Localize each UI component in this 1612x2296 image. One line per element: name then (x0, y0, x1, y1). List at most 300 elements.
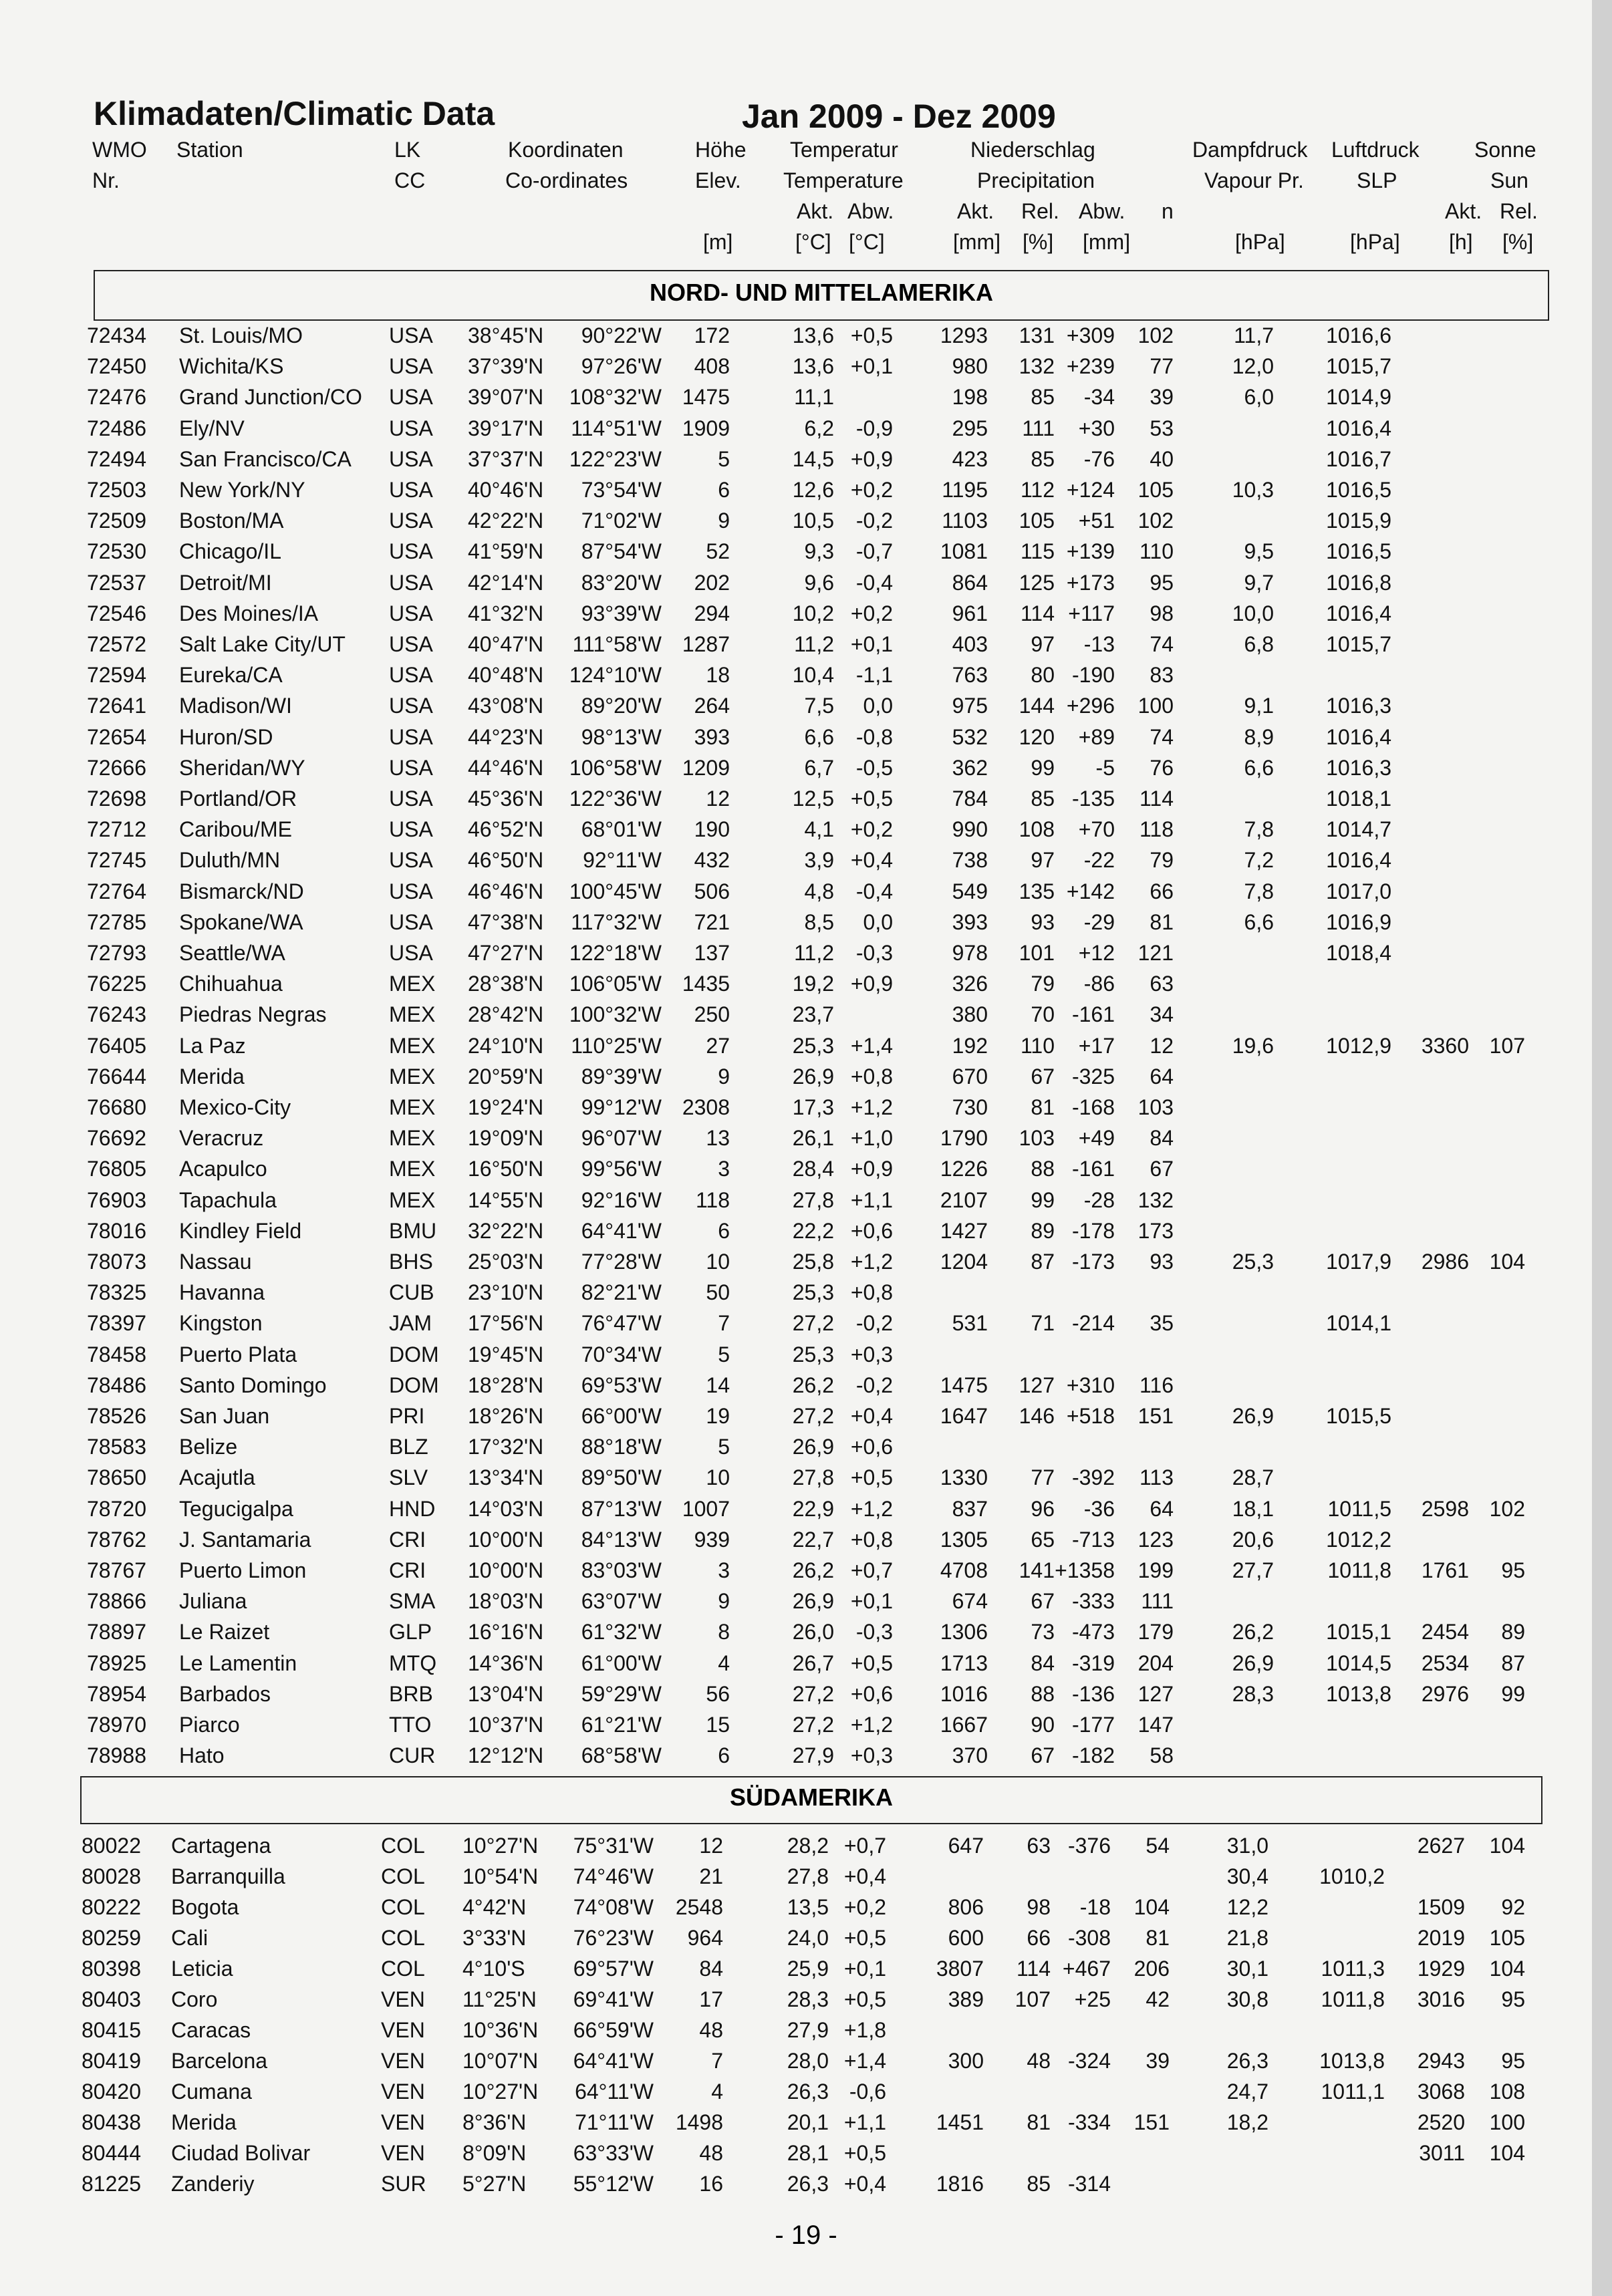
cell-prec-akt: 1790 (940, 1126, 988, 1151)
cell-prec-abw: +117 (1068, 601, 1115, 625)
cell-latitude: 45°36'N (468, 786, 544, 811)
cell-prec-n: 77 (1150, 354, 1174, 379)
cell-prec-rel: 135 (1019, 879, 1055, 903)
header-sun-akt: Akt. (1445, 199, 1482, 223)
cell-prec-akt: 393 (952, 909, 988, 934)
header-vap1: Dampfdruck (1192, 138, 1308, 162)
cell-temp-akt: 26,7 (792, 1651, 834, 1675)
cell-latitude: 10°00'N (468, 1558, 544, 1582)
cell-temp-akt: 17,3 (792, 1095, 834, 1119)
cell-wmo: 72594 (87, 663, 146, 688)
cell-temp-abw: +0,1 (850, 632, 893, 656)
cell-prec-rel: 97 (1031, 632, 1055, 656)
cell-sun-rel: 100 (1489, 2110, 1525, 2134)
cell-prec-akt: 763 (952, 663, 988, 688)
cell-sun-rel: 107 (1489, 1033, 1525, 1058)
cell-elevation: 6 (718, 1743, 730, 1768)
cell-sun-rel: 104 (1489, 2141, 1525, 2165)
cell-station: Barranquilla (171, 1864, 285, 1888)
cell-prec-abw: -5 (1095, 755, 1115, 780)
cell-latitude: 20°59'N (468, 1064, 544, 1089)
cell-slp: 1016,5 (1326, 539, 1391, 564)
cell-station: Seattle/WA (179, 941, 285, 965)
cell-wmo: 80398 (82, 1957, 141, 1981)
cell-sun-akt: 1929 (1417, 1957, 1465, 1981)
cell-wmo: 76405 (87, 1033, 146, 1058)
cell-station: Sheridan/WY (179, 755, 305, 780)
header-wmo2: Nr. (92, 168, 120, 192)
cell-prec-rel: 87 (1031, 1250, 1055, 1274)
cell-station: Wichita/KS (179, 354, 284, 379)
cell-station: Puerto Limon (179, 1558, 307, 1582)
cell-country: DOM (389, 1373, 439, 1397)
cell-elevation: 56 (706, 1681, 730, 1706)
cell-latitude: 44°46'N (468, 755, 544, 780)
cell-elevation: 21 (699, 1864, 723, 1888)
cell-temp-akt: 9,3 (804, 539, 834, 564)
cell-longitude: 64°41'W (581, 1218, 662, 1243)
cell-temp-abw: +0,7 (843, 1834, 886, 1858)
cell-vapour-pressure: 6,6 (1244, 909, 1274, 934)
cell-prec-akt: 1816 (936, 2172, 984, 2196)
cell-longitude: 71°11'W (575, 2110, 654, 2134)
cell-prec-rel: 103 (1019, 1126, 1055, 1151)
cell-latitude: 14°03'N (468, 1496, 544, 1521)
cell-sun-akt: 1761 (1421, 1558, 1469, 1582)
cell-latitude: 10°27'N (462, 2079, 539, 2104)
cell-latitude: 10°36'N (462, 2018, 539, 2042)
cell-elevation: 13 (706, 1126, 730, 1151)
cell-longitude: 92°16'W (581, 1187, 662, 1212)
cell-longitude: 64°11'W (575, 2079, 654, 2104)
cell-prec-abw: -314 (1067, 2172, 1111, 2196)
cell-latitude: 12°12'N (468, 1743, 544, 1768)
cell-elevation: 9 (718, 1589, 730, 1614)
cell-temp-abw: +0,9 (850, 1157, 893, 1181)
cell-prec-rel: 81 (1027, 2110, 1051, 2134)
cell-slp: 1016,4 (1326, 601, 1391, 625)
cell-prec-abw: -22 (1083, 848, 1115, 873)
cell-prec-rel: 63 (1027, 1834, 1051, 1858)
cell-country: BRB (389, 1681, 433, 1706)
cell-country: USA (389, 478, 433, 502)
header-temp-abw: Abw. (847, 199, 894, 223)
cell-prec-abw: -161 (1071, 1002, 1115, 1027)
cell-longitude: 110°25'W (571, 1033, 662, 1058)
cell-temp-akt: 28,2 (787, 1834, 829, 1858)
cell-prec-abw: +89 (1078, 724, 1115, 749)
cell-temp-abw: +0,9 (850, 972, 893, 996)
cell-longitude: 87°54'W (581, 539, 662, 564)
cell-wmo: 78866 (87, 1589, 146, 1614)
cell-station: Caracas (171, 2018, 251, 2042)
cell-prec-n: 40 (1150, 446, 1174, 471)
cell-temp-abw: -1,1 (855, 663, 893, 688)
cell-prec-rel: 71 (1031, 1311, 1055, 1336)
cell-vapour-pressure: 28,7 (1232, 1465, 1274, 1490)
cell-prec-akt: 549 (952, 879, 988, 903)
cell-latitude: 8°36'N (462, 2110, 527, 2134)
cell-wmo: 72745 (87, 848, 146, 873)
cell-station: Bismarck/ND (179, 879, 304, 903)
cell-prec-n: 102 (1137, 509, 1174, 533)
cell-slp: 1011,8 (1327, 1558, 1391, 1582)
cell-slp: 1016,7 (1326, 446, 1391, 471)
cell-wmo: 80420 (82, 2079, 141, 2104)
cell-prec-abw: -334 (1067, 2110, 1111, 2134)
header-temp2: Temperature (783, 168, 904, 192)
cell-elevation: 408 (694, 354, 730, 379)
cell-slp: 1012,2 (1326, 1527, 1391, 1552)
cell-temp-akt: 10,2 (792, 601, 834, 625)
cell-station: Mexico-City (179, 1095, 291, 1119)
cell-country: VEN (381, 1987, 425, 2011)
cell-latitude: 16°50'N (468, 1157, 544, 1181)
cell-elevation: 294 (694, 601, 730, 625)
cell-elevation: 10 (706, 1250, 730, 1274)
cell-prec-rel: 146 (1019, 1404, 1055, 1428)
cell-temp-abw: +0,1 (850, 354, 893, 379)
cell-elevation: 432 (694, 848, 730, 873)
cell-sun-akt: 2976 (1421, 1681, 1469, 1706)
cell-station: Kingston (179, 1311, 263, 1336)
cell-station: Eureka/CA (179, 663, 283, 688)
cell-prec-n: 58 (1150, 1743, 1174, 1768)
cell-prec-akt: 647 (948, 1834, 984, 1858)
cell-longitude: 122°18'W (569, 941, 662, 965)
cell-elevation: 5 (718, 1342, 730, 1367)
cell-station: Merida (179, 1064, 245, 1089)
cell-latitude: 38°45'N (468, 323, 544, 347)
cell-longitude: 90°22'W (581, 323, 662, 347)
cell-sun-rel: 104 (1489, 1834, 1525, 1858)
cell-prec-rel: 99 (1031, 1187, 1055, 1212)
cell-station: Boston/MA (179, 509, 284, 533)
cell-temp-akt: 20,1 (787, 2110, 829, 2134)
cell-prec-n: 63 (1150, 972, 1174, 996)
cell-prec-n: 103 (1137, 1095, 1174, 1119)
cell-prec-abw: -36 (1083, 1496, 1115, 1521)
cell-slp: 1015,1 (1326, 1620, 1391, 1644)
cell-latitude: 4°42'N (462, 1895, 527, 1919)
cell-prec-rel: 114 (1016, 1957, 1051, 1981)
cell-temp-abw: 0,0 (863, 694, 893, 718)
cell-prec-rel: 89 (1031, 1218, 1055, 1243)
cell-temp-akt: 25,3 (792, 1033, 834, 1058)
cell-country: COL (381, 1864, 425, 1888)
cell-prec-rel: 67 (1031, 1064, 1055, 1089)
cell-temp-abw: +1,2 (850, 1496, 893, 1521)
cell-station: Barcelona (171, 2049, 268, 2073)
cell-latitude: 18°28'N (468, 1373, 544, 1397)
cell-prec-akt: 1016 (940, 1681, 988, 1706)
cell-elevation: 19 (706, 1404, 730, 1428)
cell-country: USA (389, 416, 433, 440)
cell-latitude: 19°09'N (468, 1126, 544, 1151)
cell-prec-n: 204 (1137, 1651, 1174, 1675)
cell-elevation: 190 (694, 817, 730, 842)
cell-elevation: 1435 (682, 972, 730, 996)
cell-country: MEX (389, 1033, 436, 1058)
cell-sun-akt: 2598 (1421, 1496, 1469, 1521)
cell-longitude: 68°01'W (581, 817, 662, 842)
cell-wmo: 72509 (87, 509, 146, 533)
cell-prec-abw: -168 (1071, 1095, 1115, 1119)
cell-vapour-pressure: 26,9 (1232, 1404, 1274, 1428)
cell-country: TTO (389, 1713, 432, 1737)
cell-vapour-pressure: 6,8 (1244, 632, 1274, 656)
cell-elevation: 3 (718, 1157, 730, 1181)
cell-longitude: 69°41'W (573, 1987, 654, 2011)
cell-longitude: 106°05'W (569, 972, 662, 996)
cell-country: USA (389, 755, 433, 780)
cell-prec-n: 151 (1133, 2110, 1170, 2134)
cell-vapour-pressure: 10,0 (1232, 601, 1274, 625)
cell-sun-akt: 2986 (1421, 1250, 1469, 1274)
cell-vapour-pressure: 30,4 (1226, 1864, 1268, 1888)
cell-prec-akt: 784 (952, 786, 988, 811)
cell-temp-akt: 27,2 (792, 1404, 834, 1428)
cell-longitude: 83°20'W (581, 570, 662, 595)
cell-wmo: 80222 (82, 1895, 141, 1919)
cell-latitude: 46°50'N (468, 848, 544, 873)
cell-wmo: 78486 (87, 1373, 146, 1397)
cell-temp-abw: +1,2 (850, 1713, 893, 1737)
cell-country: MEX (389, 1002, 436, 1027)
cell-country: CRI (389, 1558, 426, 1582)
cell-elevation: 4 (711, 2079, 723, 2104)
cell-prec-abw: -28 (1083, 1187, 1115, 1212)
cell-wmo: 72450 (87, 354, 146, 379)
header-vap-unit: [hPa] (1235, 230, 1285, 254)
cell-longitude: 97°26'W (581, 354, 662, 379)
cell-sun-rel: 102 (1489, 1496, 1525, 1521)
cell-longitude: 108°32'W (569, 385, 662, 410)
cell-wmo: 72494 (87, 446, 146, 471)
cell-slp: 1017,9 (1326, 1250, 1391, 1274)
header-vap2: Vapour Pr. (1204, 168, 1304, 192)
cell-temp-abw: +0,2 (850, 601, 893, 625)
cell-country: COL (381, 1834, 425, 1858)
cell-temp-akt: 27,8 (792, 1187, 834, 1212)
cell-country: MTQ (389, 1651, 437, 1675)
cell-prec-abw: -473 (1071, 1620, 1115, 1644)
cell-station: New York/NY (179, 478, 305, 502)
cell-country: USA (389, 570, 433, 595)
cell-temp-abw: -0,6 (849, 2079, 886, 2104)
cell-prec-n: 121 (1137, 941, 1174, 965)
cell-temp-abw: +0,2 (843, 1895, 886, 1919)
cell-temp-abw: -0,7 (855, 539, 893, 564)
cell-wmo: 76903 (87, 1187, 146, 1212)
cell-prec-n: 66 (1150, 879, 1174, 903)
cell-station: Huron/SD (179, 724, 273, 749)
cell-elevation: 1909 (682, 416, 730, 440)
cell-prec-n: 81 (1150, 909, 1174, 934)
cell-latitude: 39°07'N (468, 385, 544, 410)
cell-temp-abw: +0,5 (843, 1926, 886, 1950)
cell-prec-abw: -173 (1071, 1250, 1115, 1274)
cell-longitude: 69°57'W (573, 1957, 654, 1981)
cell-station: Portland/OR (179, 786, 297, 811)
cell-prec-n: 105 (1137, 478, 1174, 502)
cell-prec-abw: +124 (1066, 478, 1115, 502)
cell-prec-akt: 670 (952, 1064, 988, 1089)
cell-latitude: 14°36'N (468, 1651, 544, 1675)
cell-prec-abw: -190 (1071, 663, 1115, 688)
cell-latitude: 10°27'N (462, 1834, 539, 1858)
cell-elevation: 264 (694, 694, 730, 718)
cell-temp-abw: +1,0 (850, 1126, 893, 1151)
cell-temp-akt: 26,3 (787, 2079, 829, 2104)
cell-temp-akt: 26,9 (792, 1589, 834, 1614)
cell-prec-n: 64 (1150, 1064, 1174, 1089)
cell-temp-akt: 26,2 (792, 1558, 834, 1582)
cell-longitude: 59°29'W (581, 1681, 662, 1706)
cell-prec-n: 74 (1150, 632, 1174, 656)
cell-wmo: 78458 (87, 1342, 146, 1367)
cell-prec-n: 39 (1146, 2049, 1170, 2073)
cell-prec-n: 83 (1150, 663, 1174, 688)
cell-temp-akt: 12,6 (792, 478, 834, 502)
cell-wmo: 72486 (87, 416, 146, 440)
cell-vapour-pressure: 9,5 (1244, 539, 1274, 564)
cell-vapour-pressure: 27,7 (1232, 1558, 1274, 1582)
cell-station: Merida (171, 2110, 237, 2134)
cell-temp-akt: 10,5 (792, 509, 834, 533)
cell-prec-akt: 531 (952, 1311, 988, 1336)
cell-temp-abw: +0,7 (850, 1558, 893, 1582)
cell-temp-abw: 0,0 (863, 909, 893, 934)
cell-prec-n: 111 (1141, 1589, 1174, 1614)
cell-sun-rel: 104 (1489, 1250, 1525, 1274)
cell-temp-akt: 25,3 (792, 1280, 834, 1305)
cell-latitude: 10°00'N (468, 1527, 544, 1552)
cell-prec-akt: 837 (952, 1496, 988, 1521)
cell-prec-abw: -713 (1071, 1527, 1115, 1552)
cell-wmo: 80438 (82, 2110, 141, 2134)
cell-temp-abw: +1,1 (850, 1187, 893, 1212)
cell-prec-n: 127 (1137, 1681, 1174, 1706)
cell-vapour-pressure: 11,7 (1234, 323, 1274, 347)
cell-station: Belize (179, 1435, 238, 1459)
cell-elevation: 16 (699, 2172, 723, 2196)
cell-longitude: 111°58'W (572, 632, 662, 656)
cell-longitude: 117°32'W (571, 909, 662, 934)
cell-sun-akt: 2454 (1421, 1620, 1469, 1644)
cell-elevation: 15 (706, 1713, 730, 1737)
cell-country: USA (389, 539, 433, 564)
cell-vapour-pressure: 20,6 (1232, 1527, 1274, 1552)
cell-station: Acapulco (179, 1157, 267, 1181)
cell-slp: 1015,5 (1326, 1404, 1391, 1428)
cell-country: MEX (389, 1187, 436, 1212)
cell-wmo: 72793 (87, 941, 146, 965)
cell-station: Tegucigalpa (179, 1496, 293, 1521)
cell-longitude: 84°13'W (581, 1527, 662, 1552)
header-slp2: SLP (1357, 168, 1397, 192)
cell-station: Cali (171, 1926, 209, 1950)
cell-temp-abw: +0,2 (850, 817, 893, 842)
cell-prec-abw: -29 (1083, 909, 1115, 934)
header-prec-abw: Abw. (1079, 199, 1125, 223)
cell-sun-rel: 95 (1501, 1987, 1525, 2011)
cell-wmo: 78650 (87, 1465, 146, 1490)
cell-latitude: 19°24'N (468, 1095, 544, 1119)
cell-sun-akt: 1509 (1417, 1895, 1465, 1919)
cell-latitude: 37°37'N (468, 446, 544, 471)
cell-prec-abw: -324 (1067, 2049, 1111, 2073)
cell-prec-n: 104 (1133, 1895, 1170, 1919)
cell-prec-abw: +51 (1078, 509, 1115, 533)
cell-longitude: 63°07'W (581, 1589, 662, 1614)
cell-prec-abw: +518 (1066, 1404, 1115, 1428)
cell-wmo: 76225 (87, 972, 146, 996)
cell-longitude: 96°07'W (581, 1126, 662, 1151)
cell-prec-rel: 141 (1019, 1558, 1055, 1582)
cell-sun-rel: 87 (1501, 1651, 1525, 1675)
cell-longitude: 76°23'W (573, 1926, 654, 1950)
cell-prec-abw: +296 (1066, 694, 1115, 718)
cell-elevation: 5 (718, 1435, 730, 1459)
cell-temp-abw: +0,1 (843, 1957, 886, 1981)
cell-temp-abw: +0,5 (850, 1465, 893, 1490)
cell-prec-akt: 961 (952, 601, 988, 625)
header-station: Station (176, 138, 243, 162)
cell-prec-abw: +17 (1078, 1033, 1115, 1058)
cell-station: Madison/WI (179, 694, 292, 718)
cell-prec-abw: +139 (1066, 539, 1115, 564)
cell-temp-akt: 4,8 (804, 879, 834, 903)
header-elev1: Höhe (695, 138, 747, 162)
header-sun-rel: Rel. (1500, 199, 1538, 223)
cell-station: Cartagena (171, 1834, 271, 1858)
cell-wmo: 72476 (87, 385, 146, 410)
cell-station: Detroit/MI (179, 570, 272, 595)
cell-prec-rel: 81 (1031, 1095, 1055, 1119)
cell-prec-n: 102 (1137, 323, 1174, 347)
cell-country: JAM (389, 1311, 432, 1336)
header-lk1: LK (394, 138, 421, 162)
cell-country: BMU (389, 1218, 437, 1243)
cell-wmo: 72530 (87, 539, 146, 564)
cell-station: Ely/NV (179, 416, 245, 440)
cell-wmo: 78988 (87, 1743, 146, 1768)
cell-prec-abw: +173 (1066, 570, 1115, 595)
cell-temp-akt: 3,9 (804, 848, 834, 873)
cell-prec-akt: 1195 (942, 478, 988, 502)
cell-longitude: 69°53'W (581, 1373, 662, 1397)
cell-wmo: 72666 (87, 755, 146, 780)
cell-prec-n: 74 (1150, 724, 1174, 749)
cell-longitude: 63°33'W (573, 2141, 654, 2165)
cell-temp-abw: +0,5 (850, 323, 893, 347)
cell-vapour-pressure: 18,1 (1232, 1496, 1274, 1521)
cell-longitude: 61°32'W (581, 1620, 662, 1644)
cell-prec-rel: 85 (1031, 385, 1055, 410)
cell-longitude: 93°39'W (581, 601, 662, 625)
cell-longitude: 89°20'W (581, 694, 662, 718)
cell-vapour-pressure: 31,0 (1226, 1834, 1268, 1858)
cell-prec-abw: +309 (1066, 323, 1115, 347)
cell-wmo: 80028 (82, 1864, 141, 1888)
cell-country: USA (389, 601, 433, 625)
cell-prec-akt: 1226 (940, 1157, 988, 1181)
cell-prec-n: 116 (1139, 1373, 1174, 1397)
header-prec-unit2: [%] (1023, 230, 1054, 254)
cell-country: BHS (389, 1250, 433, 1274)
cell-longitude: 61°21'W (581, 1713, 662, 1737)
